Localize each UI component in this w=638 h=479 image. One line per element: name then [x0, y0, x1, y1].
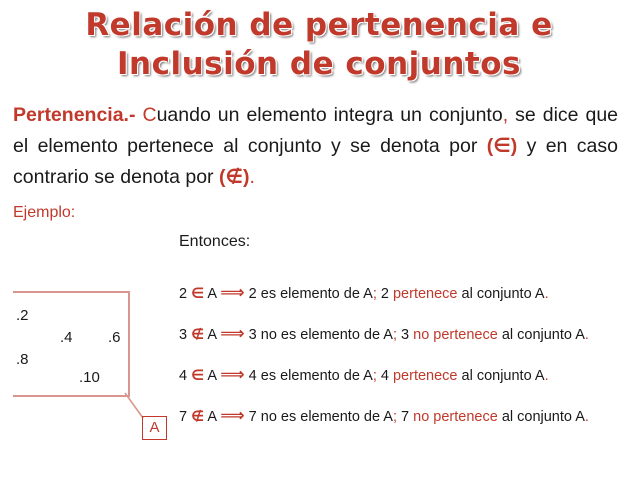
- statement-set: A: [207, 409, 217, 425]
- definition-por: por: [449, 135, 478, 157]
- definition-text-2: dice que el elemento pertenece al conjunto y se denota: [13, 104, 619, 157]
- statement-separator: ;: [392, 327, 397, 343]
- statement-part-2-number: 4: [380, 368, 389, 384]
- definition-open-paren-1: (: [486, 135, 494, 157]
- statement-period: .: [584, 327, 589, 343]
- statement-membership-word: pertenece: [392, 368, 458, 384]
- not-element-of-symbol: ∉: [225, 166, 243, 188]
- implies-arrow-icon: ⟹: [220, 406, 245, 425]
- not-element-of-icon: ∉: [191, 327, 205, 343]
- definition-close-paren-2: ): [242, 166, 250, 188]
- statement-set: A: [207, 286, 217, 302]
- statement-separator: ;: [392, 409, 397, 425]
- definition-close-paren-1: ): [510, 135, 518, 157]
- statement-row: [179, 283, 549, 304]
- implies-arrow-icon: ⟹: [220, 283, 245, 302]
- definition-text-3: y en caso contrario se denota por: [13, 135, 618, 188]
- statement-part-2-rest: al conjunto A: [461, 368, 545, 384]
- statement-separator: ;: [372, 286, 377, 302]
- statement-period: .: [544, 368, 549, 384]
- definition-text-1: uando un elemento integra un conjunto: [156, 104, 503, 126]
- example-label: Ejemplo:: [13, 204, 76, 221]
- statement-row: [179, 365, 549, 386]
- then-label: Entonces:: [179, 233, 251, 250]
- definition-se: se: [515, 104, 536, 126]
- statement-part-2-rest: al conjunto A: [501, 327, 585, 343]
- statement-part-2-rest: al conjunto A: [501, 409, 585, 425]
- element-of-symbol: ∈: [493, 135, 511, 157]
- implies-arrow-icon: ⟹: [220, 365, 245, 384]
- set-element: .10: [79, 369, 100, 386]
- statement-membership-word: no pertenece: [413, 409, 498, 425]
- statement-part-1: 2 es elemento de A: [248, 286, 373, 302]
- slide-title-line-2: Inclusión de conjuntos: [117, 46, 521, 82]
- statement-part-2-rest: al conjunto A: [461, 286, 545, 302]
- statement-membership-word: no pertenece: [413, 327, 498, 343]
- definition-open-paren-2: (: [218, 166, 226, 188]
- element-of-icon: ∈: [191, 368, 205, 384]
- statement-row: [179, 406, 589, 427]
- set-name-label: A: [142, 416, 167, 440]
- definition-term: Pertenencia.-: [13, 104, 136, 126]
- statement-set: A: [207, 368, 217, 384]
- set-element: .4: [60, 329, 73, 346]
- set-element: .2: [16, 307, 29, 324]
- definition-comma: ,: [502, 104, 509, 126]
- statement-separator: ;: [372, 368, 377, 384]
- set-element: .6: [108, 329, 121, 346]
- statement-part-2-number: 2: [380, 286, 389, 302]
- statement-part-2-number: 3: [401, 327, 410, 343]
- definition-initial: C: [142, 104, 157, 126]
- implies-arrow-icon: ⟹: [220, 324, 245, 343]
- statement-period: .: [544, 286, 549, 302]
- slide-title-line-1: Relación de pertenencia e: [85, 7, 553, 43]
- statement-row: [179, 324, 589, 345]
- statement-number: 2: [179, 286, 188, 302]
- not-element-of-icon: ∉: [191, 409, 205, 425]
- statement-period: .: [584, 409, 589, 425]
- element-of-icon: ∈: [191, 286, 205, 302]
- set-element: .8: [16, 351, 29, 368]
- statement-number: 4: [179, 368, 188, 384]
- statement-membership-word: pertenece: [392, 286, 458, 302]
- definition-period: .: [249, 166, 255, 188]
- statement-number: 3: [179, 327, 188, 343]
- statement-part-1: 3 no es elemento de A: [248, 327, 393, 343]
- statement-set: A: [207, 327, 217, 343]
- definition-paragraph: [13, 100, 618, 193]
- statement-number: 7: [179, 409, 188, 425]
- statement-part-1: 7 no es elemento de A: [248, 409, 393, 425]
- statement-part-2-number: 7: [401, 409, 410, 425]
- statement-part-1: 4 es elemento de A: [248, 368, 373, 384]
